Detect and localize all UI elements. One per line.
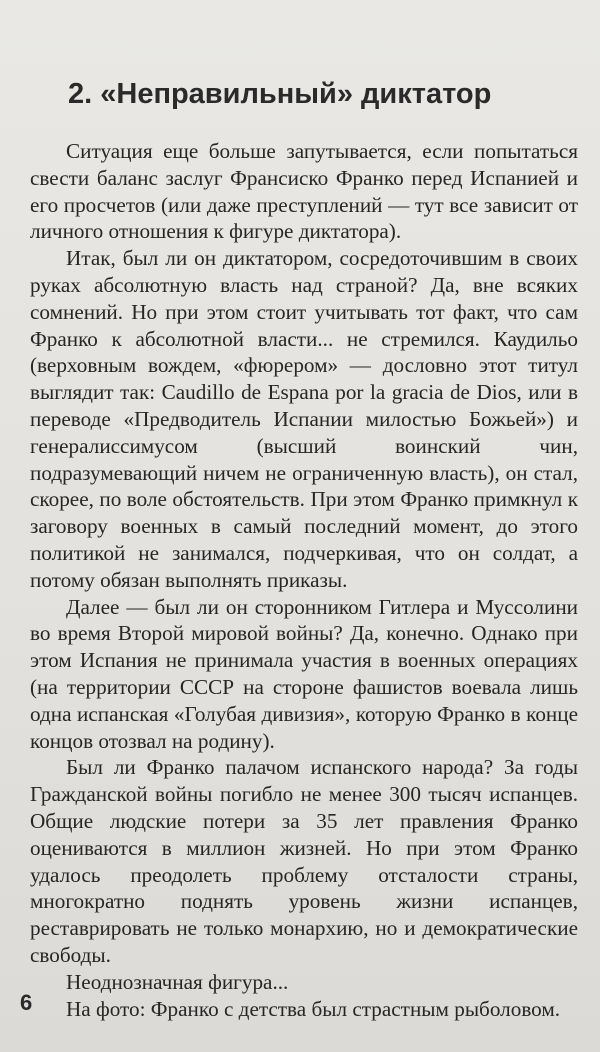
paragraph-ambiguous: Неоднозначная фигура... — [66, 969, 289, 994]
chapter-heading: 2. «Неправильный» диктатор — [68, 78, 492, 110]
paragraph-dictator: Итак, был ли он диктатором, сосредоточившим в своих руках абсолютную власть над страной? Да, вне всяких сомнений. Но при этом стоит учитывать тот факт, что сам Франко к абсолютной власти... не стремился. Каудильо (верховным вождем, «фюрером» — дословно этот титул выглядит так: Caudillo de Espana por la gracia de Dios, или в переводе «Предводитель Испании милостью Божьей») и генералиссимусом (высший воинский чин, подразумевающий ничем не ограниченную власть), он стал, скорее, по воле обстоятельств. При этом Франко примкнул к заговору военных в самый последний момент, до этого политикой не занимался, подчеркивая, что он солдат, а потому обязан выполнять приказы. — [30, 246, 578, 592]
paragraph-hitler: Далее — был ли он сторонником Гитлера и Муссолини во время Второй мировой войны? Да, конечно. Однако при этом Испания не принимала участия в военных операциях (на территории СССР на стороне фашистов воевала лишь одна испанская «Голубая дивизия», которую Франко в конце концов отозвал на родину). — [30, 594, 578, 753]
body-text — [30, 138, 578, 1022]
paragraph-intro: Ситуация еще больше запутывается, если попытаться свести баланс заслуг Франсиско Франко перед Испанией и его просчетов (или даже преступлений — тут все зависит от личного отношения к фигуре диктатора). — [30, 139, 578, 244]
page-number: 6 — [20, 990, 33, 1015]
photo-caption: На фото: Франко с детства был страстным рыболовом. — [66, 996, 561, 1021]
paragraph-executioner: Был ли Франко палачом испанского народа? За годы Гражданской войны погибло не менее 300 тысяч испанцев. Общие людские потери за 35 лет правления Франко оцениваются в миллион жизней. Но при этом Франко удалось преодолеть проблему отсталости страны, многократно поднять уровень жизни испанцев, реставрировать не только монархию, но и демократические свободы. — [30, 755, 578, 967]
